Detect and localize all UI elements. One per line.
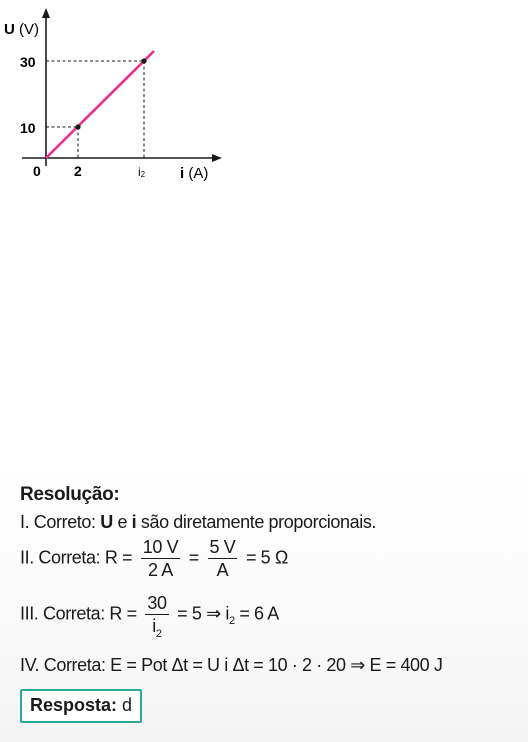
line1-prefix: I. Correto:: [20, 512, 101, 532]
line2-suffix: = 5 Ω: [241, 547, 288, 568]
u-i-line: [46, 51, 154, 158]
frac3-denominator: [145, 615, 168, 640]
line3-sub: 2: [229, 615, 235, 628]
line1-bold-i: i: [131, 512, 137, 532]
u-vs-i-graph: [0, 0, 260, 200]
line2-prefix: II. Correta: R =: [20, 547, 137, 568]
line2-equals: =: [184, 547, 204, 568]
y-tick-10: 10: [20, 120, 36, 136]
statement-i: [20, 512, 376, 533]
line1-mid: e: [112, 512, 132, 532]
answer-value: d: [117, 695, 133, 715]
frac3-den-sub: 2: [155, 628, 162, 640]
fraction-10v-2a: [141, 538, 180, 579]
x-tick-i2: i2: [138, 165, 146, 179]
frac2-numerator: 5 V: [209, 537, 236, 557]
y-tick-30: 30: [20, 54, 36, 70]
x-axis-arrow: [212, 154, 222, 162]
statement-iv: IV. Correta: E = Pot Δt = U i Δt = 10 · 2 · 20 ⇒ E = 400 J: [20, 655, 443, 675]
frac1-numerator: 10 V: [142, 537, 179, 557]
resolution-section: [0, 470, 528, 742]
point-i2-30: [141, 58, 146, 63]
origin-label: 0: [33, 163, 41, 179]
statement-ii: [20, 538, 288, 579]
x-axis-label: i (A): [180, 165, 209, 182]
y-axis-arrow: [42, 8, 50, 18]
answer-label: Resposta:: [30, 695, 118, 715]
x-tick-2: 2: [74, 163, 82, 179]
line1-suffix: são diretamente proporcionais.: [136, 512, 377, 532]
line3-mid: = 5 ⇒ i: [172, 603, 229, 624]
fraction-5v-a: [208, 538, 238, 579]
answer-box: [20, 689, 142, 723]
frac3-den-main: i: [152, 616, 156, 636]
line3-suffix: = 6 A: [234, 603, 279, 624]
line1-bold-u: U: [100, 512, 113, 532]
frac3-numerator: 30: [147, 593, 167, 613]
fraction-30-i2: [145, 593, 168, 640]
point-2-10: [75, 124, 80, 129]
frac1-denominator: 2 A: [148, 560, 173, 580]
line3-prefix: III. Correta: R =: [20, 603, 142, 624]
statement-iii: [20, 593, 279, 640]
y-axis-label: U (V): [4, 21, 40, 38]
frac2-denominator: A: [216, 560, 229, 580]
resolution-title: Resolução:: [20, 484, 120, 505]
